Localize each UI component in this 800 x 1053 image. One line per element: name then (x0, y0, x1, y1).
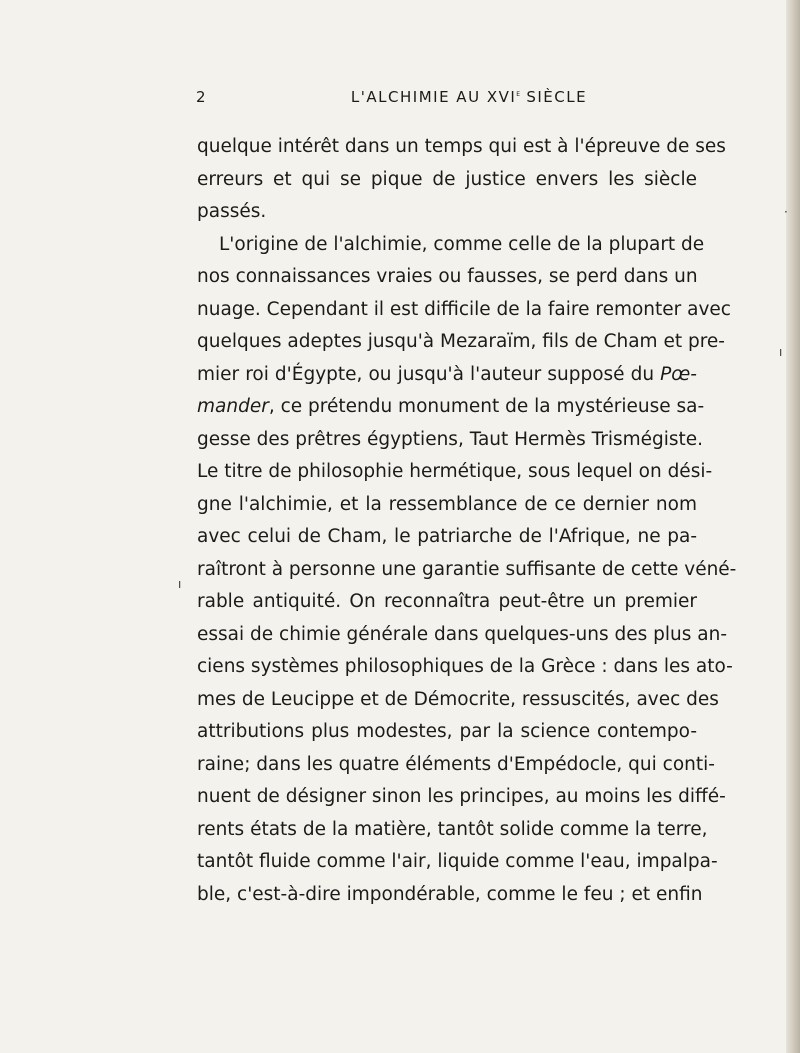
text-line: tantôt fluide comme l'air, liquide comme l'eau, impalpa- (197, 851, 718, 872)
text-line: rents états de la matière, tantôt solide comme la terre, (197, 818, 708, 840)
paragraph-start-line: L'origine de l'alchimie, comme celle de la plupart de (219, 233, 705, 255)
running-title-main: L'ALCHIMIE AU XVI (350, 88, 517, 106)
text-segment: , ce prétendu monument de la mystérieuse sa- (268, 396, 705, 417)
text-line: nos connaissances vraies ou fausses, se perd dans un (197, 266, 698, 287)
running-title-end: SIÈCLE (520, 88, 588, 106)
page-number: 2 (196, 88, 207, 106)
running-title (296, 88, 642, 106)
text-line: ble, c'est-à-dire impondérable, comme le feu ; et enfin (197, 883, 703, 905)
text-line: gne l'alchimie, et la ressemblance de ce dernier nom (197, 493, 697, 515)
text-line: quelque intérêt dans un temps qui est à l'épreuve de ses (197, 136, 726, 157)
text-line: ciens systèmes philosophiques de la Grèce : dans les ato- (197, 656, 733, 677)
text-line: Le titre de philosophie hermétique, sous lequel on dési- (197, 461, 713, 482)
page-edge-shadow (786, 0, 800, 1053)
text-line: gesse des prêtres égyptiens, Taut Hermès Trismégiste. (197, 428, 704, 450)
margin-speck: · (784, 205, 788, 219)
text-line: essai de chimie générale dans quelques-uns des plus an- (197, 623, 728, 645)
text-line: erreurs et qui se pique de justice envers les siècle (197, 168, 697, 190)
text-line: raîtront à personne une garantie suffisante de cette véné- (197, 558, 737, 580)
running-title-superscript: e (516, 89, 521, 99)
text-line: rable antiquité. On reconnaîtra peut-être un premier (197, 591, 697, 612)
text-line-with-italic (197, 391, 705, 424)
text-line: attributions plus modestes, par la science contempo- (197, 721, 697, 742)
italic-title-fragment: Pœ- (660, 363, 697, 385)
running-header (196, 88, 692, 110)
text-line: raine; dans les quatre éléments d'Empédocle, qui conti- (197, 753, 715, 775)
text-line-with-italic (197, 359, 697, 392)
text-line: nuent de désigner sinon les principes, au moins les diffé- (197, 786, 726, 807)
text-line: mes de Leucippe et de Démocrite, ressuscités, avec des (197, 688, 719, 710)
text-line: avec celui de Cham, le patriarche de l'Afrique, ne pa- (197, 526, 697, 547)
body-text (197, 131, 737, 911)
margin-speck: ı (779, 345, 783, 359)
italic-title-continuation: mander (197, 396, 269, 417)
text-line: nuage. Cependant il est difficile de la faire remonter avec (197, 298, 731, 320)
text-line: quelques adeptes jusqu'à Mezaraïm, fils de Cham et pre- (197, 331, 725, 352)
margin-speck: ı (178, 577, 182, 591)
text-line: passés. (197, 201, 267, 222)
text-segment: mier roi d'Égypte, ou jusqu'à l'auteur supposé du (197, 363, 655, 385)
